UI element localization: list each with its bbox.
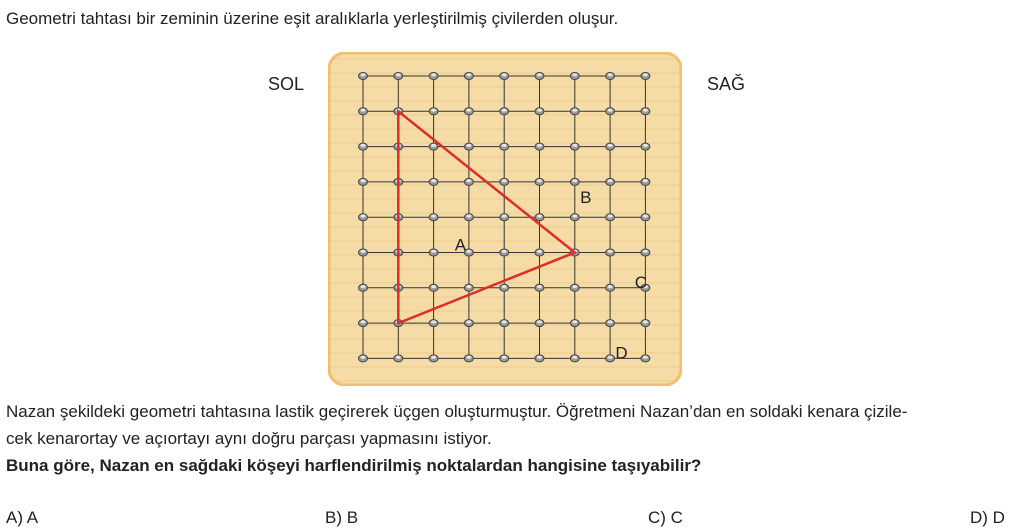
- option-b[interactable]: B) B: [325, 508, 359, 527]
- peg: [641, 355, 650, 362]
- peg: [429, 249, 438, 256]
- peg: [641, 249, 650, 256]
- peg: [500, 214, 509, 221]
- peg: [535, 249, 544, 256]
- peg: [359, 108, 368, 115]
- peg: [606, 284, 615, 291]
- peg: [500, 249, 509, 256]
- peg: [606, 214, 615, 221]
- peg: [359, 178, 368, 185]
- peg: [359, 73, 368, 80]
- peg: [464, 320, 473, 327]
- peg: [570, 73, 579, 80]
- peg: [429, 355, 438, 362]
- peg: [500, 73, 509, 80]
- question-prompt: Buna göre, Nazan en sağdaki köşeyi harflendirilmiş noktalardan hangisine taşıyabilir?: [6, 456, 702, 475]
- peg: [359, 320, 368, 327]
- peg: [606, 73, 615, 80]
- peg: [570, 108, 579, 115]
- option-c[interactable]: C) C: [648, 508, 683, 527]
- peg: [606, 108, 615, 115]
- peg: [464, 143, 473, 150]
- peg: [641, 108, 650, 115]
- peg: [641, 178, 650, 185]
- peg: [359, 143, 368, 150]
- peg: [500, 143, 509, 150]
- peg: [464, 355, 473, 362]
- question-text: [6, 398, 1018, 479]
- peg: [606, 249, 615, 256]
- peg: [500, 320, 509, 327]
- peg: [464, 73, 473, 80]
- peg: [606, 355, 615, 362]
- peg: [535, 320, 544, 327]
- peg: [429, 284, 438, 291]
- peg: [394, 355, 403, 362]
- point-label-a: A: [454, 235, 467, 255]
- peg: [570, 355, 579, 362]
- peg: [641, 143, 650, 150]
- peg: [429, 73, 438, 80]
- peg: [570, 178, 579, 185]
- peg: [500, 355, 509, 362]
- left-side-label: SOL: [268, 74, 305, 94]
- peg: [429, 108, 438, 115]
- point-label-c: C: [634, 272, 648, 292]
- right-side-label: SAĞ: [707, 74, 746, 94]
- peg: [535, 143, 544, 150]
- geoboard: [328, 52, 682, 386]
- point-label-d: D: [615, 343, 628, 363]
- peg: [500, 284, 509, 291]
- point-label-b: B: [580, 188, 592, 208]
- peg: [429, 320, 438, 327]
- option-d[interactable]: D) D: [970, 508, 1005, 527]
- intro-text: Geometri tahtası bir zeminin üzerine eşit aralıklarla yerleştirilmiş çivilerden oluşur.: [6, 9, 619, 28]
- peg: [535, 214, 544, 221]
- peg: [429, 214, 438, 221]
- peg: [641, 214, 650, 221]
- peg: [535, 284, 544, 291]
- peg: [429, 178, 438, 185]
- peg: [464, 178, 473, 185]
- peg: [570, 143, 579, 150]
- peg: [359, 249, 368, 256]
- peg: [500, 108, 509, 115]
- peg: [606, 178, 615, 185]
- question-line-1: Nazan şekildeki geometri tahtasına lastik geçirerek üçgen oluşturmuştur. Öğretmeni Nazan’dan en soldaki kenara çizile-: [6, 402, 908, 421]
- peg: [535, 73, 544, 80]
- peg: [570, 214, 579, 221]
- peg: [641, 320, 650, 327]
- peg: [359, 355, 368, 362]
- peg: [359, 284, 368, 291]
- question-line-2: cek kenarortay ve açıortayı aynı doğru parçası yapmasını istiyor.: [6, 429, 492, 448]
- peg: [641, 73, 650, 80]
- peg: [464, 214, 473, 221]
- option-a[interactable]: A) A: [6, 508, 39, 527]
- peg: [570, 320, 579, 327]
- peg: [359, 214, 368, 221]
- peg: [429, 143, 438, 150]
- peg: [570, 284, 579, 291]
- peg: [535, 355, 544, 362]
- peg: [500, 178, 509, 185]
- peg: [535, 108, 544, 115]
- peg: [464, 284, 473, 291]
- peg: [606, 143, 615, 150]
- peg: [535, 178, 544, 185]
- peg: [394, 73, 403, 80]
- peg: [464, 108, 473, 115]
- peg: [606, 320, 615, 327]
